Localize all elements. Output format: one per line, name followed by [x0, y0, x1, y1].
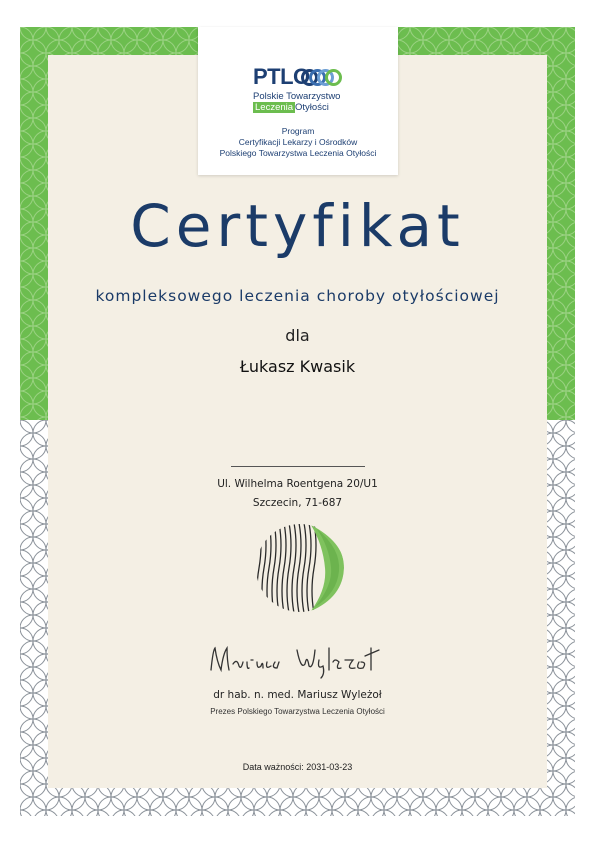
certificate-title: Certyfikat — [130, 192, 465, 260]
logo-card — [198, 27, 398, 175]
signer-role: Prezes Polskiego Towarzystwa Leczenia Otyłości — [210, 707, 385, 716]
logo-rings-icon — [301, 69, 343, 87]
logo-line-2 — [253, 102, 329, 113]
divider — [231, 466, 365, 467]
signer-name: dr hab. n. med. Mariusz Wyleżoł — [213, 689, 382, 701]
program-line-3: Polskiego Towarzystwa Leczenia Otyłości — [219, 148, 377, 158]
for-label: dla — [285, 326, 310, 345]
validity-date: Data ważności: 2031-03-23 — [242, 762, 353, 772]
logo-line-1: Polskie Towarzystwo — [253, 91, 341, 102]
program-line-2: Certyfikacji Lekarzy i Ośrodków — [238, 137, 358, 147]
logo-line-2-rest: Otyłości — [295, 102, 329, 113]
emblem-icon — [253, 523, 347, 613]
ptlo-logo-text: PTLO — [253, 64, 310, 89]
handwritten-signature — [205, 640, 390, 680]
program-line-1: Program — [281, 126, 315, 136]
logo-highlight: Leczenia — [255, 102, 294, 113]
certificate-subtitle: kompleksowego leczenia choroby otyłościowej — [95, 287, 500, 305]
address-street: Ul. Wilhelma Roentgena 20/U1 — [217, 478, 378, 490]
address-city: Szczecin, 71-687 — [252, 497, 343, 509]
recipient-name: Łukasz Kwasik — [239, 357, 356, 376]
